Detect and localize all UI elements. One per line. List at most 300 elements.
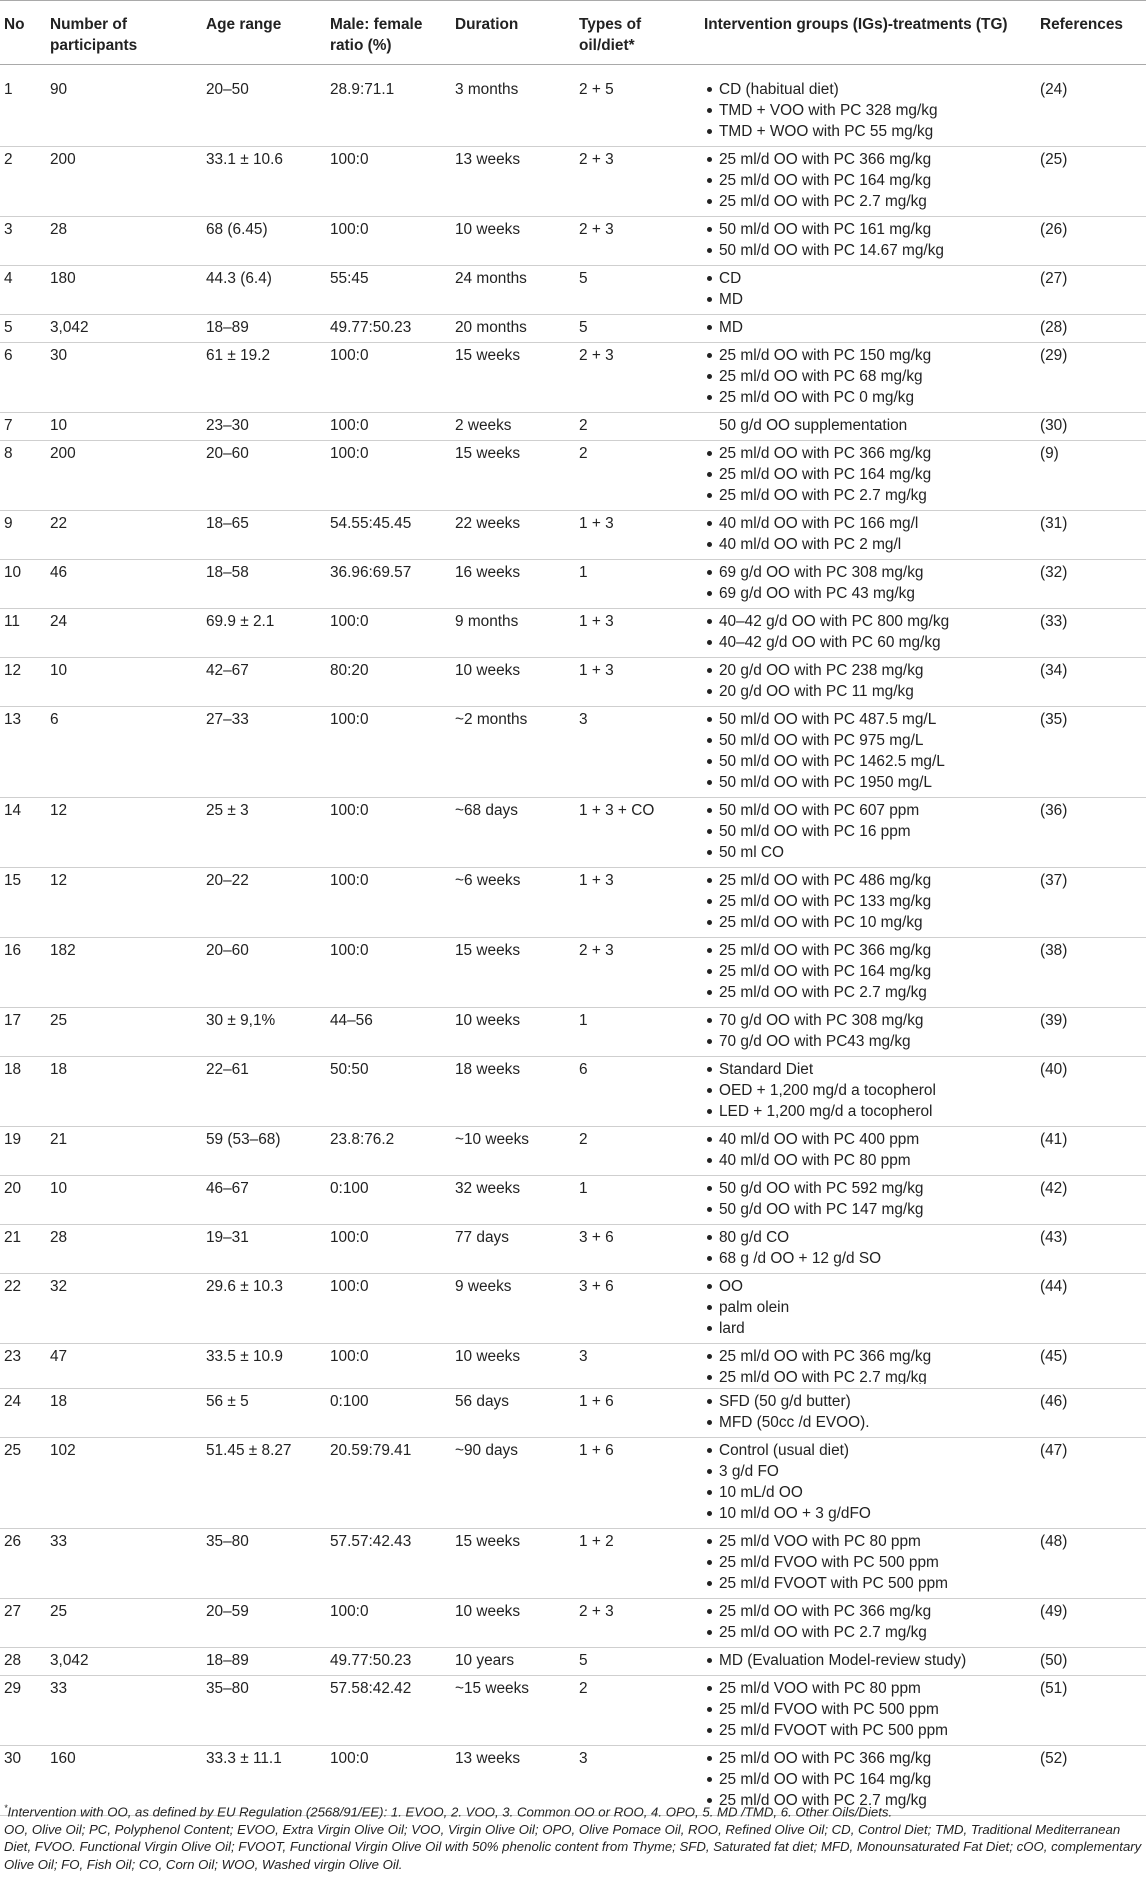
table-row <box>0 1008 1146 1057</box>
cell-participants: 10 <box>46 1176 202 1225</box>
intervention-item: 25 ml/d OO with PC 10 mg/kg <box>704 912 1032 933</box>
cell-reference: (40) <box>1036 1057 1146 1127</box>
cell-reference: (32) <box>1036 560 1146 609</box>
intervention-list <box>704 1276 1032 1339</box>
cell-ratio: 55:45 <box>326 266 451 315</box>
cell-no: 12 <box>0 658 46 707</box>
intervention-item: 25 ml/d VOO with PC 80 ppm <box>704 1678 1032 1699</box>
intervention-item: 25 ml/d FVOO with PC 500 ppm <box>704 1699 1032 1720</box>
cell-duration: 32 weeks <box>451 1176 575 1225</box>
cell-ratio: 100:0 <box>326 1344 451 1389</box>
cell-interventions <box>700 658 1036 707</box>
table-footnote <box>4 1800 1142 1873</box>
intervention-item: 50 ml/d OO with PC 16 ppm <box>704 821 1032 842</box>
intervention-list <box>704 79 1032 142</box>
intervention-item: 10 mL/d OO <box>704 1482 1032 1503</box>
cell-age-range: 51.45 ± 8.27 <box>202 1438 326 1529</box>
cell-duration: 15 weeks <box>451 938 575 1008</box>
cell-participants: 21 <box>46 1127 202 1176</box>
intervention-item: 25 ml/d OO with PC 366 mg/kg <box>704 1748 1032 1769</box>
intervention-list <box>704 1678 1032 1741</box>
cell-reference: (52) <box>1036 1746 1146 1816</box>
table-row <box>0 868 1146 938</box>
cell-no: 19 <box>0 1127 46 1176</box>
cell-age-range: 22–61 <box>202 1057 326 1127</box>
table-row <box>0 798 1146 868</box>
intervention-item: SFD (50 g/d butter) <box>704 1391 1032 1412</box>
cell-reference: (24) <box>1036 65 1146 147</box>
cell-reference: (9) <box>1036 441 1146 511</box>
intervention-item: MD <box>704 317 1032 338</box>
table-row <box>0 343 1146 413</box>
cell-reference: (43) <box>1036 1225 1146 1274</box>
cell-age-range: 20–22 <box>202 868 326 938</box>
intervention-list <box>704 800 1032 863</box>
header-duration: Duration <box>451 1 575 65</box>
cell-interventions <box>700 315 1036 343</box>
cell-ratio: 100:0 <box>326 938 451 1008</box>
intervention-list <box>704 1601 1032 1643</box>
cell-age-range: 68 (6.45) <box>202 217 326 266</box>
intervention-item: 25 ml/d OO with PC 2.7 mg/kg <box>704 982 1032 1003</box>
cell-age-range: 20–60 <box>202 938 326 1008</box>
cell-participants: 25 <box>46 1599 202 1648</box>
intervention-item: 25 ml/d OO with PC 2.7 mg/kg <box>704 1367 1032 1384</box>
cell-reference: (38) <box>1036 938 1146 1008</box>
cell-participants: 24 <box>46 609 202 658</box>
intervention-list <box>704 611 1032 653</box>
cell-duration: 77 days <box>451 1225 575 1274</box>
cell-participants: 200 <box>46 441 202 511</box>
cell-types: 1 <box>575 1008 700 1057</box>
cell-participants: 180 <box>46 266 202 315</box>
cell-duration: 22 weeks <box>451 511 575 560</box>
cell-ratio: 100:0 <box>326 1746 451 1816</box>
cell-interventions <box>700 1676 1036 1746</box>
header-no: No <box>0 1 46 65</box>
cell-participants: 18 <box>46 1057 202 1127</box>
cell-participants: 10 <box>46 658 202 707</box>
intervention-list <box>704 1129 1032 1171</box>
cell-interventions <box>700 1057 1036 1127</box>
cell-reference: (50) <box>1036 1648 1146 1676</box>
cell-reference: (29) <box>1036 343 1146 413</box>
intervention-item: 25 ml/d OO with PC 366 mg/kg <box>704 443 1032 464</box>
intervention-list <box>704 940 1032 1003</box>
cell-duration: 10 weeks <box>451 658 575 707</box>
cell-no: 23 <box>0 1344 46 1389</box>
cell-duration: 9 weeks <box>451 1274 575 1344</box>
cell-no: 29 <box>0 1676 46 1746</box>
header-age-range: Age range <box>202 1 326 65</box>
cell-ratio: 100:0 <box>326 343 451 413</box>
intervention-item: 25 ml/d OO with PC 68 mg/kg <box>704 366 1032 387</box>
intervention-list <box>704 1531 1032 1594</box>
intervention-list <box>704 268 1032 310</box>
cell-no: 3 <box>0 217 46 266</box>
intervention-list <box>704 1391 1032 1433</box>
cell-ratio: 20.59:79.41 <box>326 1438 451 1529</box>
cell-interventions <box>700 1127 1036 1176</box>
intervention-item: 50 ml/d OO with PC 1950 mg/L <box>704 772 1032 793</box>
cell-participants: 32 <box>46 1274 202 1344</box>
table-header <box>0 1 1146 65</box>
cell-no: 27 <box>0 1599 46 1648</box>
cell-duration: 2 weeks <box>451 413 575 441</box>
cell-participants: 22 <box>46 511 202 560</box>
cell-duration: 13 weeks <box>451 147 575 217</box>
intervention-item: 50 ml/d OO with PC 1462.5 mg/L <box>704 751 1032 772</box>
cell-types: 1 + 3 <box>575 658 700 707</box>
intervention-list <box>704 562 1032 604</box>
intervention-item: 25 ml/d OO with PC 2.7 mg/kg <box>704 1622 1032 1643</box>
intervention-item: Standard Diet <box>704 1059 1032 1080</box>
table-row <box>0 1057 1146 1127</box>
cell-age-range: 46–67 <box>202 1176 326 1225</box>
cell-participants: 47 <box>46 1344 202 1389</box>
intervention-list <box>704 709 1032 793</box>
intervention-item: 40–42 g/d OO with PC 60 mg/kg <box>704 632 1032 653</box>
cell-interventions <box>700 798 1036 868</box>
cell-interventions <box>700 217 1036 266</box>
cell-types: 1 <box>575 1176 700 1225</box>
cell-types: 1 + 2 <box>575 1529 700 1599</box>
cell-no: 5 <box>0 315 46 343</box>
cell-duration: 13 weeks <box>451 1746 575 1816</box>
intervention-list <box>704 345 1032 408</box>
cell-interventions <box>700 938 1036 1008</box>
cell-duration: ~90 days <box>451 1438 575 1529</box>
cell-participants: 28 <box>46 1225 202 1274</box>
intervention-list <box>704 1227 1032 1269</box>
table-row <box>0 65 1146 147</box>
table-row <box>0 147 1146 217</box>
cell-interventions <box>700 560 1036 609</box>
cell-types: 2 + 5 <box>575 65 700 147</box>
intervention-list <box>704 1346 1032 1384</box>
cell-age-range: 25 ± 3 <box>202 798 326 868</box>
cell-age-range: 33.5 ± 10.9 <box>202 1344 326 1389</box>
intervention-item: palm olein <box>704 1297 1032 1318</box>
cell-ratio: 80:20 <box>326 658 451 707</box>
cell-reference: (25) <box>1036 147 1146 217</box>
cell-ratio: 100:0 <box>326 413 451 441</box>
intervention-list <box>704 513 1032 555</box>
table-row <box>0 1344 1146 1389</box>
cell-ratio: 44–56 <box>326 1008 451 1057</box>
cell-no: 11 <box>0 609 46 658</box>
intervention-item: 40 ml/d OO with PC 80 ppm <box>704 1150 1032 1171</box>
cell-interventions <box>700 609 1036 658</box>
intervention-item: 25 ml/d OO with PC 133 mg/kg <box>704 891 1032 912</box>
cell-ratio: 100:0 <box>326 798 451 868</box>
cell-duration: ~2 months <box>451 707 575 798</box>
intervention-list <box>704 1010 1032 1052</box>
cell-participants: 33 <box>46 1676 202 1746</box>
cell-types: 3 <box>575 707 700 798</box>
cell-ratio: 54.55:45.45 <box>326 511 451 560</box>
table-row <box>0 413 1146 441</box>
cell-types: 1 + 6 <box>575 1438 700 1529</box>
table-row <box>0 1529 1146 1599</box>
intervention-item: 50 ml/d OO with PC 487.5 mg/L <box>704 709 1032 730</box>
cell-no: 6 <box>0 343 46 413</box>
cell-reference: (41) <box>1036 1127 1146 1176</box>
cell-reference: (33) <box>1036 609 1146 658</box>
cell-reference: (45) <box>1036 1344 1146 1389</box>
cell-no: 4 <box>0 266 46 315</box>
intervention-list <box>704 1178 1032 1220</box>
cell-interventions <box>700 147 1036 217</box>
cell-types: 3 + 6 <box>575 1225 700 1274</box>
intervention-item: 25 ml/d OO with PC 164 mg/kg <box>704 170 1032 191</box>
cell-reference: (36) <box>1036 798 1146 868</box>
intervention-item: 25 ml/d OO with PC 150 mg/kg <box>704 345 1032 366</box>
intervention-list <box>704 870 1032 933</box>
cell-participants: 10 <box>46 413 202 441</box>
cell-age-range: 18–58 <box>202 560 326 609</box>
cell-duration: 3 months <box>451 65 575 147</box>
cell-participants: 6 <box>46 707 202 798</box>
cell-age-range: 20–59 <box>202 1599 326 1648</box>
intervention-item: 25 ml/d OO with PC 164 mg/kg <box>704 464 1032 485</box>
cell-duration: 10 weeks <box>451 217 575 266</box>
cell-participants: 30 <box>46 343 202 413</box>
cell-ratio: 23.8:76.2 <box>326 1127 451 1176</box>
intervention-item: 70 g/d OO with PC43 mg/kg <box>704 1031 1032 1052</box>
cell-duration: 15 weeks <box>451 1529 575 1599</box>
cell-age-range: 18–89 <box>202 1648 326 1676</box>
cell-interventions <box>700 868 1036 938</box>
intervention-item: Control (usual diet) <box>704 1440 1032 1461</box>
cell-reference: (35) <box>1036 707 1146 798</box>
cell-types: 1 <box>575 560 700 609</box>
cell-no: 15 <box>0 868 46 938</box>
cell-no: 21 <box>0 1225 46 1274</box>
cell-no: 13 <box>0 707 46 798</box>
cell-duration: 10 weeks <box>451 1599 575 1648</box>
intervention-item: 40–42 g/d OO with PC 800 mg/kg <box>704 611 1032 632</box>
cell-types: 2 + 3 <box>575 147 700 217</box>
intervention-list <box>704 1650 1032 1671</box>
cell-duration: ~10 weeks <box>451 1127 575 1176</box>
cell-ratio: 0:100 <box>326 1389 451 1438</box>
cell-duration: 9 months <box>451 609 575 658</box>
table-row <box>0 1389 1146 1438</box>
cell-types: 2 + 3 <box>575 343 700 413</box>
cell-reference: (26) <box>1036 217 1146 266</box>
intervention-item: 40 ml/d OO with PC 2 mg/l <box>704 534 1032 555</box>
cell-participants: 33 <box>46 1529 202 1599</box>
cell-types: 3 <box>575 1746 700 1816</box>
table-row <box>0 1599 1146 1648</box>
cell-ratio: 100:0 <box>326 1274 451 1344</box>
cell-ratio: 28.9:71.1 <box>326 65 451 147</box>
intervention-item: 50 ml CO <box>704 842 1032 863</box>
intervention-item: OO <box>704 1276 1032 1297</box>
intervention-item: 25 ml/d OO with PC 164 mg/kg <box>704 1769 1032 1790</box>
cell-types: 1 + 3 <box>575 868 700 938</box>
intervention-item: 50 g/d OO with PC 592 mg/kg <box>704 1178 1032 1199</box>
table-row <box>0 315 1146 343</box>
cell-no: 20 <box>0 1176 46 1225</box>
intervention-item: 25 ml/d OO with PC 366 mg/kg <box>704 1346 1032 1367</box>
intervention-list <box>704 1059 1032 1122</box>
cell-duration: 16 weeks <box>451 560 575 609</box>
cell-ratio: 50:50 <box>326 1057 451 1127</box>
intervention-item: 25 ml/d OO with PC 0 mg/kg <box>704 387 1032 408</box>
cell-types: 1 + 3 + CO <box>575 798 700 868</box>
cell-ratio: 57.58:42.42 <box>326 1676 451 1746</box>
cell-duration: 24 months <box>451 266 575 315</box>
table-row <box>0 1176 1146 1225</box>
cell-duration: 56 days <box>451 1389 575 1438</box>
cell-types: 5 <box>575 266 700 315</box>
cell-ratio: 100:0 <box>326 609 451 658</box>
intervention-item: 69 g/d OO with PC 43 mg/kg <box>704 583 1032 604</box>
footnote-abbreviations: OO, Olive Oil; PC, Polyphenol Content; EVOO, Extra Virgin Olive Oil; VOO, Virgin Olive Oil; OPO, Olive Pomace Oil, ROO, Refined Olive Oil; CD, Control Diet; TMD, Traditional Mediterranean Diet, FVOO. Functional Virgin Olive Oil; FVOOT, Functional Virgin Olive Oil with 50% phenolic content from Thyme; SFD, Saturated fat diet; MFD, Monounsaturated Fat Diet; cOO, complementary Olive Oil; FO, Fish Oil; CO, Corn Oil; WOO, Washed virgin Olive Oil. <box>4 1821 1142 1872</box>
intervention-list <box>704 443 1032 506</box>
cell-no: 22 <box>0 1274 46 1344</box>
cell-age-range: 30 ± 9,1% <box>202 1008 326 1057</box>
intervention-item: 50 g/d OO supplementation <box>719 417 908 434</box>
cell-age-range: 19–31 <box>202 1225 326 1274</box>
intervention-item: 25 ml/d FVOOT with PC 500 ppm <box>704 1573 1032 1594</box>
intervention-item: 25 ml/d OO with PC 366 mg/kg <box>704 940 1032 961</box>
cell-duration: 15 weeks <box>451 343 575 413</box>
header-ratio: Male: female ratio (%) <box>326 1 451 65</box>
cell-types: 2 + 3 <box>575 217 700 266</box>
cell-types: 5 <box>575 315 700 343</box>
cell-types: 3 <box>575 1344 700 1389</box>
cell-types: 1 + 6 <box>575 1389 700 1438</box>
cell-interventions <box>700 343 1036 413</box>
footnote-note <box>4 1800 1142 1821</box>
intervention-item: MD <box>704 289 1032 310</box>
intervention-item: 20 g/d OO with PC 11 mg/kg <box>704 681 1032 702</box>
table-row <box>0 707 1146 798</box>
intervention-item: 69 g/d OO with PC 308 mg/kg <box>704 562 1032 583</box>
cell-reference: (30) <box>1036 413 1146 441</box>
cell-ratio: 57.57:42.43 <box>326 1529 451 1599</box>
cell-participants: 90 <box>46 65 202 147</box>
cell-age-range: 61 ± 19.2 <box>202 343 326 413</box>
cell-types: 3 + 6 <box>575 1274 700 1344</box>
cell-participants: 3,042 <box>46 315 202 343</box>
table-row <box>0 441 1146 511</box>
cell-participants: 18 <box>46 1389 202 1438</box>
intervention-item: OED + 1,200 mg/d a tocopherol <box>704 1080 1032 1101</box>
intervention-item: 50 g/d OO with PC 147 mg/kg <box>704 1199 1032 1220</box>
cell-age-range: 33.1 ± 10.6 <box>202 147 326 217</box>
table-row <box>0 938 1146 1008</box>
table-row <box>0 658 1146 707</box>
intervention-item: 50 ml/d OO with PC 14.67 mg/kg <box>704 240 1032 261</box>
intervention-item: 25 ml/d OO with PC 2.7 mg/kg <box>704 191 1032 212</box>
cell-no: 26 <box>0 1529 46 1599</box>
cell-no: 10 <box>0 560 46 609</box>
intervention-item: 25 ml/d FVOO with PC 500 ppm <box>704 1552 1032 1573</box>
cell-reference: (48) <box>1036 1529 1146 1599</box>
cell-age-range: 69.9 ± 2.1 <box>202 609 326 658</box>
cell-participants: 182 <box>46 938 202 1008</box>
intervention-item: lard <box>704 1318 1032 1339</box>
cell-age-range: 33.3 ± 11.1 <box>202 1746 326 1816</box>
cell-interventions <box>700 1274 1036 1344</box>
cell-age-range: 35–80 <box>202 1676 326 1746</box>
cell-reference: (47) <box>1036 1438 1146 1529</box>
table-row <box>0 1648 1146 1676</box>
intervention-item: 3 g/d FO <box>704 1461 1032 1482</box>
cell-no: 18 <box>0 1057 46 1127</box>
intervention-item: 50 ml/d OO with PC 607 ppm <box>704 800 1032 821</box>
intervention-item: 25 ml/d OO with PC 366 mg/kg <box>704 1601 1032 1622</box>
cell-participants: 200 <box>46 147 202 217</box>
cell-age-range: 18–65 <box>202 511 326 560</box>
table-row <box>0 609 1146 658</box>
table-row <box>0 266 1146 315</box>
table-row <box>0 1274 1146 1344</box>
cell-duration: ~68 days <box>451 798 575 868</box>
intervention-item: MFD (50cc /d EVOO). <box>704 1412 1032 1433</box>
cell-no: 7 <box>0 413 46 441</box>
cell-interventions <box>700 1438 1036 1529</box>
intervention-item: 50 ml/d OO with PC 975 mg/L <box>704 730 1032 751</box>
cell-interventions <box>700 1008 1036 1057</box>
cell-ratio: 100:0 <box>326 1599 451 1648</box>
intervention-item: LED + 1,200 mg/d a tocopherol <box>704 1101 1032 1122</box>
intervention-item: 80 g/d CO <box>704 1227 1032 1248</box>
cell-duration: ~15 weeks <box>451 1676 575 1746</box>
intervention-list <box>704 219 1032 261</box>
intervention-item: 25 ml/d OO with PC 366 mg/kg <box>704 149 1032 170</box>
cell-reference: (49) <box>1036 1599 1146 1648</box>
cell-no: 16 <box>0 938 46 1008</box>
intervention-list <box>704 317 1032 338</box>
intervention-item: MD (Evaluation Model-review study) <box>704 1650 1032 1671</box>
cell-reference: (37) <box>1036 868 1146 938</box>
cell-reference: (44) <box>1036 1274 1146 1344</box>
cell-reference: (46) <box>1036 1389 1146 1438</box>
cell-ratio: 100:0 <box>326 217 451 266</box>
cell-age-range: 42–67 <box>202 658 326 707</box>
cell-interventions <box>700 65 1036 147</box>
footnote-marker: * <box>4 1803 8 1813</box>
cell-age-range: 44.3 (6.4) <box>202 266 326 315</box>
header-types: Types of oil/diet* <box>575 1 700 65</box>
cell-duration: 15 weeks <box>451 441 575 511</box>
cell-types: 2 <box>575 413 700 441</box>
cell-participants: 12 <box>46 798 202 868</box>
intervention-item: 25 ml/d OO with PC 2.7 mg/kg <box>704 485 1032 506</box>
cell-interventions <box>700 413 1036 441</box>
cell-no: 2 <box>0 147 46 217</box>
cell-reference: (51) <box>1036 1676 1146 1746</box>
intervention-item: CD <box>704 268 1032 289</box>
cell-ratio: 100:0 <box>326 868 451 938</box>
cell-duration: 10 weeks <box>451 1344 575 1389</box>
cell-ratio: 36.96:69.57 <box>326 560 451 609</box>
table-row <box>0 1225 1146 1274</box>
cell-no: 25 <box>0 1438 46 1529</box>
cell-age-range: 56 ± 5 <box>202 1389 326 1438</box>
cell-reference: (42) <box>1036 1176 1146 1225</box>
cell-participants: 12 <box>46 868 202 938</box>
cell-participants: 25 <box>46 1008 202 1057</box>
table-row <box>0 1127 1146 1176</box>
cell-types: 1 + 3 <box>575 609 700 658</box>
cell-reference: (27) <box>1036 266 1146 315</box>
